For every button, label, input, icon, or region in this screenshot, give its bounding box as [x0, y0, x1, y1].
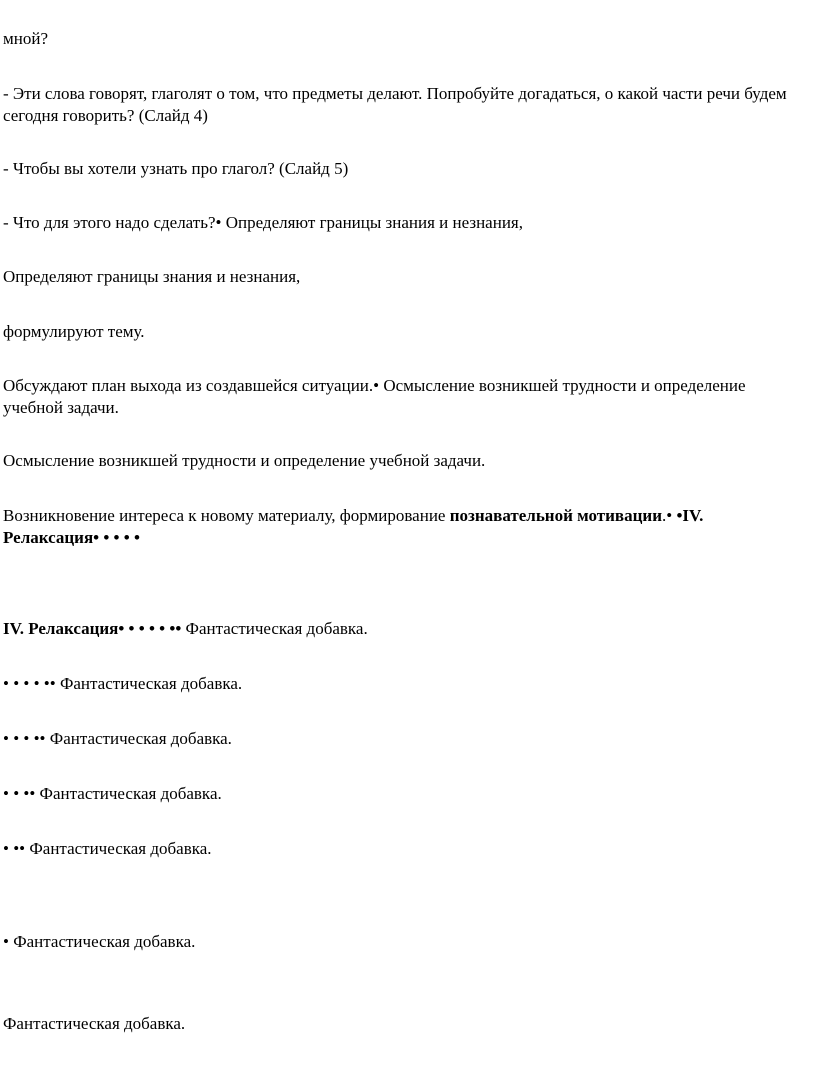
motivation-bold: познавательной мотивации	[449, 506, 662, 525]
relaxation-heading-inline: •IV. Релаксация• • • • •	[3, 506, 704, 547]
fantasy-line-2: • • • •• Фантастическая добавка.	[3, 729, 232, 748]
text-line-1: мной?	[3, 29, 48, 48]
motivation-text: Возникновение интереса к новому материалу, формирование	[3, 506, 450, 525]
text-paragraph-slide5: - Чтобы вы хотели узнать про глагол? (Слайд 5)	[3, 159, 349, 178]
fantasy-line-5: • Фантастическая добавка.	[3, 932, 196, 951]
relaxation-text: Фантастическая добавка.	[181, 619, 368, 638]
text-paragraph-formulate-topic: формулируют тему.	[3, 322, 145, 341]
text-paragraph-boundaries: Определяют границы знания и незнания,	[3, 267, 301, 286]
fantasy-line-1: • • • • •• Фантастическая добавка.	[3, 674, 243, 693]
relaxation-heading: IV. Релаксация• • • • • ••	[3, 619, 182, 638]
fantasy-line-4: • •• Фантастическая добавка.	[3, 839, 212, 858]
text-paragraph-discuss-plan: Обсуждают план выхода из создавшейся ситуации.• Осмысление возникшей трудности и определение учебной задачи.	[3, 376, 746, 417]
text-paragraph-motivation	[3, 505, 803, 549]
text-paragraph-relaxation	[3, 618, 803, 640]
motivation-bullet: .•	[662, 506, 677, 525]
text-paragraph-what-to-do: - Что для этого надо сделать?• Определяют границы знания и незнания,	[3, 213, 523, 232]
fantasy-line-3: • • •• Фантастическая добавка.	[3, 784, 222, 803]
text-paragraph-learning-task: Осмысление возникшей трудности и определение учебной задачи.	[3, 451, 486, 470]
text-paragraph-slide4: - Эти слова говорят, глаголят о том, что предметы делают. Попробуйте догадаться, о какой части речи будем сегодня говорить? (Слайд 4)	[3, 84, 787, 125]
fantasy-line-6: Фантастическая добавка.	[3, 1014, 186, 1033]
